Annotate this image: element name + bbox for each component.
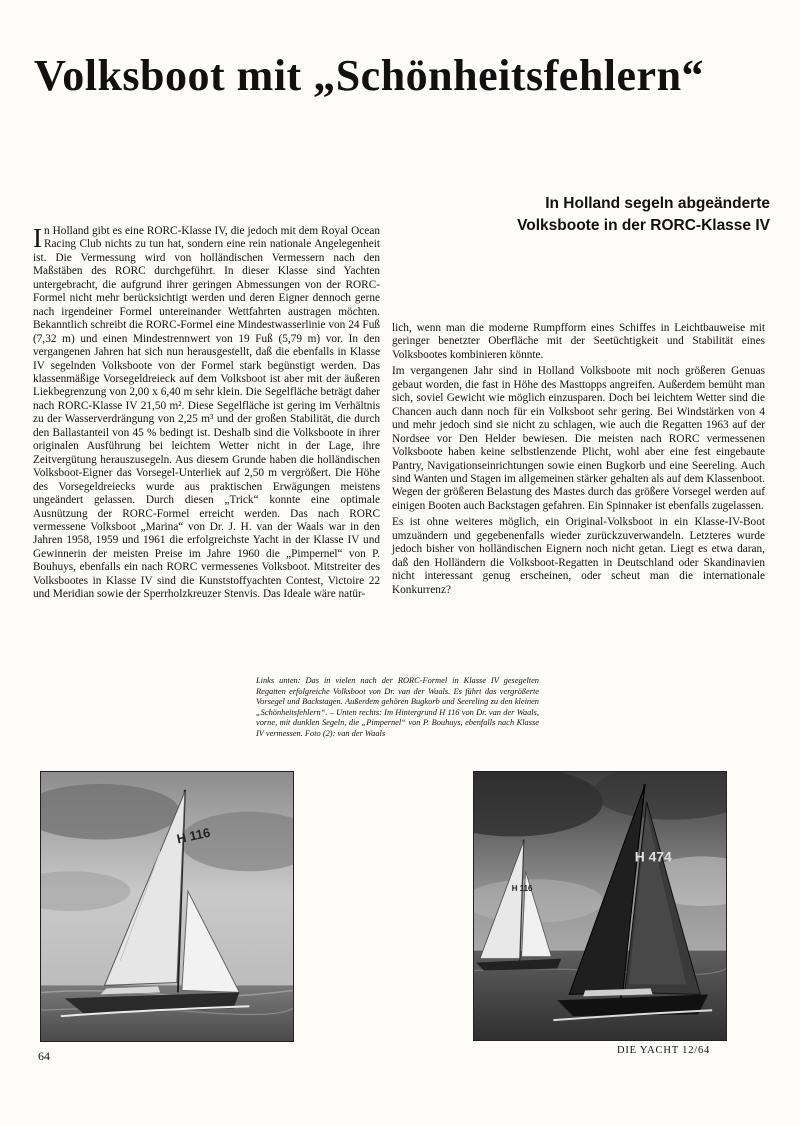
page-number: 64 — [38, 1049, 50, 1063]
body-paragraph: Es ist ohne weiteres möglich, ein Original-Volksboot in ein Klasse-IV-Boot umzuändern und gegebenenfalls wieder zurückzuverwandeln. Letzteres wurde jedoch bisher von holländischen Eignern noch nicht getan. Liegt es etwa daran, daß den Holländern die Volksboot-Regatten in Deutschland oder Skandinavien nicht interessant genug erscheinen, oder scheut man die internationale Konkurrenz? — [392, 516, 765, 596]
sailboat-photo-right — [473, 771, 727, 1041]
body-paragraph: Im vergangenen Jahr sind in Holland Volksboote mit noch größeren Genuas gebaut worden, die fast in Höhe des Masttopps angreifen. Außerdem bemüht man sich, soviel Gewicht wie möglich einzusparen. Doch bei leichtem Wetter sind die Chancen auch dann noch für ein Volksboot sehr gering. Bei Windstärken von 4 und mehr jedoch sind sie nicht zu schlagen, wie auch die Regatten 1963 auf der Nordsee vor Den Helder bewiesen. Die meisten nach RORC vermessenen Volksboote haben keine selbstlenzende Plicht, wohl aber eine fest eingebaute Pantry, Navigationseinrichtungen sowie einen Bugkorb und eine Seereling. Auch sind Wanten und Stagen im allgemeinen stärker gehalten als auf dem Klassenboot. Wegen der größeren Belastung des Mastes durch das größere Vorsegel werden auf einigen Booten auch Backstagen gefahren. Ein Spinnaker ist ebenfalls zugelassen. — [392, 365, 765, 512]
sailboat-photo-right-image — [474, 772, 726, 1040]
sailboat-photo-left — [40, 771, 294, 1042]
body-column-right — [392, 322, 765, 600]
photo-caption: Links unten: Das in vielen nach der RORC-Formel in Klasse IV gesegelten Regatten erfolgreiche Volksboot von Dr. van der Waals. Es führt das vergrößerte Vorsegel und Backstagen. Außerdem gehören Bugkorb und Seereling zu den kleinen „Schönheitsfehlern“. – Unten rechts: Im Hintergrund H 116 von Dr. van der Waals, vorne, mit dunklen Segeln, die „Pimpernel“ von P. Bouhuys, ebenfalls nach Klasse IV vermessen. Foto (2): van der Waals — [256, 676, 539, 738]
subtitle-line-1: In Holland segeln abgeänderte — [545, 195, 770, 212]
magazine-footer: DIE YACHT 12/64 — [617, 1045, 711, 1056]
article-title: Volksboot mit „Schönheitsfehlern“ — [34, 51, 705, 100]
article-subtitle — [390, 193, 770, 237]
drop-cap: I — [33, 223, 42, 253]
subtitle-line-2: Volksboote in der RORC-Klasse IV — [517, 217, 770, 234]
sail-number-foreground: H 474 — [634, 848, 672, 865]
body-column-left — [33, 225, 380, 605]
sail-number-left: H 116 — [175, 824, 212, 847]
paragraph-text: n Holland gibt es eine RORC-Klasse IV, die jedoch mit dem Royal Ocean Racing Club nichts zu tun hat, sondern eine rein nationale Angelegenheit ist. Die Vermessung wird von holländischen Vermessern nach den Maßstäben des RORC durchgeführt. In dieser Klasse sind Yachten untergebracht, die aufgrund ihrer geringen Abmessungen von der RORC-Formel nicht mehr berücksichtigt werden und deren Eigner dennoch gerne nach irgendeiner Formel untereinander Wettfahrten austragen möchten. Bekanntlich schreibt die RORC-Formel eine Mindestwasserlinie von 24 Fuß (7,32 m) und einen Mindestrennwert von 19 Fuß (5,79 m) vor. In den vergangenen Jahren hat sich nun herausgestellt, daß die ebenfalls in Klasse IV segelnden Volksboote von der Formel stark begünstigt werden. Das klassenmäßige Vorsegeldreieck auf dem Volksboot ist aber mit der äußeren Liekbegrenzung von 2,00 x 6,40 m sehr klein. Die Segelfläche beträgt daher nach RORC-Klasse IV 21,50 m². Diese Segelfläche ist gering im Verhältnis zu der Wasserverdrängung von 2,25 m³ und der großen Stabilität, die durch den Ballastanteil von 45 % bedingt ist. Deshalb sind die Volksboote in ihrer originalen Ausführung bei leichtem Wetter nicht in der Lage, ihre Zeitvergütung herauszusegeln. Aus diesem Grunde haben die holländischen Volksboot-Eigner das Vorsegel-Unterliek auf 2,50 m vergrößert. Die Höhe des Vorsegeldreiecks wurde aus praktischen Erwägungen meistens ungeändert gelassen. Durch diesen „Trick“ konnte eine optimale Ausnützung der RORC-Formel erreicht werden. Das nach RORC vermessene Volksboot „Marina“ von Dr. J. H. van der Waals war in den Jahren 1958, 1959 und 1961 die erfolgreichste Yacht in der Klasse IV und Gewinnerin der meisten Preise im Jahre 1960 die „Pimpernel“ von P. Bouhuys, ebenfalls ein nach RORC vermessenes Volksboot. Mitstreiter des Volksbootes in Klasse IV sind die Kunststoffyachten Contest, Victoire 22 und Meridian sowie der Sperrholzkreuzer Stenvis. Das Ideale wäre natür- — [33, 225, 380, 601]
sailboat-photo-left-image — [41, 772, 293, 1041]
body-paragraph — [33, 225, 380, 602]
sail-number-background: H 116 — [511, 884, 533, 894]
body-paragraph: lich, wenn man die moderne Rumpfform eines Schiffes in Leichtbauweise mit geringer benetzter Oberfläche mit der Seetüchtigkeit und Stabilität eines Volksbootes kombinieren könnte. — [392, 322, 765, 361]
